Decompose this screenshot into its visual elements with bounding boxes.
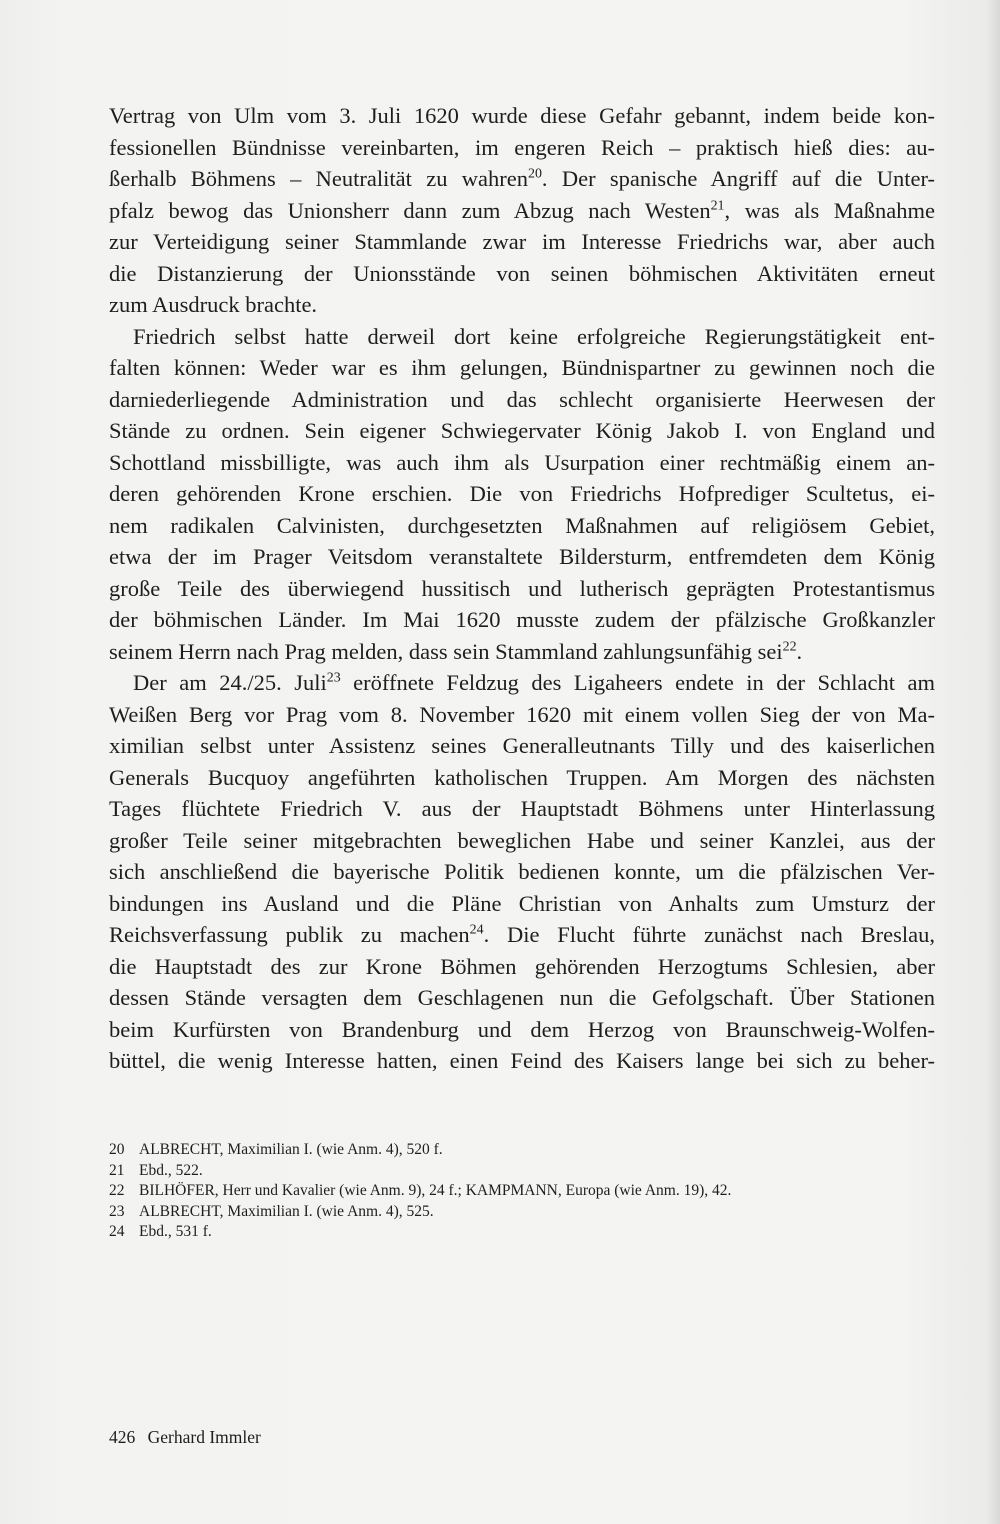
- footnote: [109, 1161, 935, 1182]
- footnote: [109, 1181, 935, 1202]
- text-line: Weißen Berg vor Prag vom 8. November 1620 mit einem vollen Sieg der von Ma-: [109, 701, 935, 727]
- footnote-number: 21: [109, 1161, 125, 1179]
- text-line: ßerhalb Böhmens – Neutralität zu wahren$^{20}$. Der spanische Angriff auf die Unter-: [109, 166, 935, 191]
- text-line: fessionellen Bündnisse vereinbarten, im engeren Reich – praktisch hieß dies: au-: [109, 134, 935, 160]
- footnote-text: ALBRECHT, Maximilian I. (wie Anm. 4), 520 f.: [139, 1141, 443, 1158]
- text-line: großer Teile seiner mitgebrachten beweglichen Habe und seiner Kanzlei, aus der: [109, 827, 935, 853]
- footnote: [109, 1222, 935, 1243]
- text-line: Stände zu ordnen. Sein eigener Schwiegervater König Jakob I. von England und: [109, 418, 935, 443]
- text-line: bindungen ins Ausland und die Pläne Christian von Anhalts zum Umsturz der: [109, 890, 935, 916]
- text-line: büttel, die wenig Interesse hatten, einen Feind des Kaisers lange bei sich zu beher-: [109, 1048, 935, 1073]
- text-line: Schottland missbilligte, was auch ihm als Usurpation einer rechtmäßig einem an-: [109, 449, 935, 475]
- text-line: die Hauptstadt des zur Krone Böhmen gehörenden Herzogtums Schlesien, aber: [109, 953, 935, 979]
- footnote-number: 24: [109, 1223, 125, 1241]
- footnote-number: 20: [109, 1141, 125, 1158]
- text-line: darniederliegende Administration und das schlecht organisierte Heerwesen der: [109, 386, 935, 412]
- text-line: Friedrich selbst hatte derweil dort keine erfolgreiche Regierungstätigkeit ent-: [133, 323, 935, 349]
- footnote-text: ALBRECHT, Maximilian I. (wie Anm. 4), 525.: [139, 1202, 434, 1220]
- text-line: sich anschließend die bayerische Politik bedienen konnte, um die pfälzischen Ver-: [109, 859, 935, 884]
- page-gutter-shadow: [986, 0, 1000, 1524]
- text-line: zum Ausdruck brachte.: [109, 292, 318, 317]
- footnote-ref[interactable]: 24: [469, 922, 484, 938]
- page-number: 426: [109, 1427, 136, 1447]
- text-line: nem radikalen Calvinisten, durchgesetzten Maßnahmen auf religiösem Gebiet,: [109, 512, 935, 538]
- text-line: die Distanzierung der Unionsstände von seinen böhmischen Aktivitäten erneut: [109, 260, 935, 286]
- text-line: pfalz bewog das Unionsherr dann zum Abzug nach Westen$^{21}$, was als Maßnahme: [109, 197, 936, 223]
- footnote-number: 23: [109, 1202, 125, 1220]
- running-head-author: Gerhard Immler: [147, 1427, 261, 1447]
- footnote-ref[interactable]: 21: [710, 197, 725, 213]
- paragraph: [109, 667, 935, 1077]
- text-line: große Teile des überwiegend hussitisch und lutherisch geprägten Protestantismus: [109, 575, 935, 601]
- page-footer: [109, 1427, 261, 1448]
- paragraph: [109, 321, 935, 668]
- footnote-text: Ebd., 522.: [139, 1161, 203, 1179]
- footnote-text: Ebd., 531 f.: [139, 1223, 212, 1241]
- text-line: beim Kurfürsten von Brandenburg und dem Herzog von Braunschweig-Wolfen-: [109, 1016, 935, 1042]
- body-text: [109, 100, 935, 1077]
- footnote: [109, 1202, 935, 1223]
- text-line: deren gehörenden Krone erschien. Die von Friedrichs Hofprediger Scultetus, ei-: [109, 481, 935, 506]
- text-line: zur Verteidigung seiner Stammlande zwar im Interesse Friedrichs war, aber auch: [109, 229, 935, 254]
- footnotes: [109, 1140, 935, 1243]
- footnote: [109, 1140, 935, 1161]
- text-line: Reichsverfassung publik zu machen$^{24}$. Die Flucht führte zunächst nach Breslau,: [109, 922, 935, 947]
- footnote-text: BILHÖFER, Herr und Kavalier (wie Anm. 9), 24 f.; KAMPMANN, Europa (wie Anm. 19), 42.: [139, 1182, 732, 1200]
- text-line: seinem Herrn nach Prag melden, dass sein Stammland zahlungsunfähig sei$^{22}$.: [109, 638, 803, 664]
- footnote-ref[interactable]: 23: [326, 670, 341, 686]
- text-line: Der am 24./25. Juli$^{23}$ eröffnete Feldzug des Ligaheers endete in der Schlacht am: [133, 670, 935, 695]
- text-line: Vertrag von Ulm vom 3. Juli 1620 wurde diese Gefahr gebannt, indem beide kon-: [109, 103, 935, 128]
- text-line: etwa der im Prager Veitsdom veranstaltete Bildersturm, entfremdeten dem König: [109, 544, 935, 569]
- footnote-ref[interactable]: 22: [782, 638, 797, 654]
- paragraph: [109, 100, 935, 321]
- text-line: Generals Bucquoy angeführten katholischen Truppen. Am Morgen des nächsten: [109, 764, 935, 790]
- text-line: Tages flüchtete Friedrich V. aus der Hauptstadt Böhmens unter Hinterlassung: [109, 796, 935, 821]
- text-line: ximilian selbst unter Assistenz seines Generalleutnants Tilly und des kaiserlichen: [109, 733, 935, 758]
- footnote-number: 22: [109, 1182, 125, 1200]
- text-line: dessen Stände versagten dem Geschlagenen nun die Gefolgschaft. Über Stationen: [109, 985, 935, 1010]
- text-line: falten können: Weder war es ihm gelungen, Bündnispartner zu gewinnen noch die: [109, 355, 935, 380]
- text-line: der böhmischen Länder. Im Mai 1620 musste zudem der pfälzische Großkanzler: [109, 607, 935, 632]
- footnote-ref[interactable]: 20: [527, 166, 542, 182]
